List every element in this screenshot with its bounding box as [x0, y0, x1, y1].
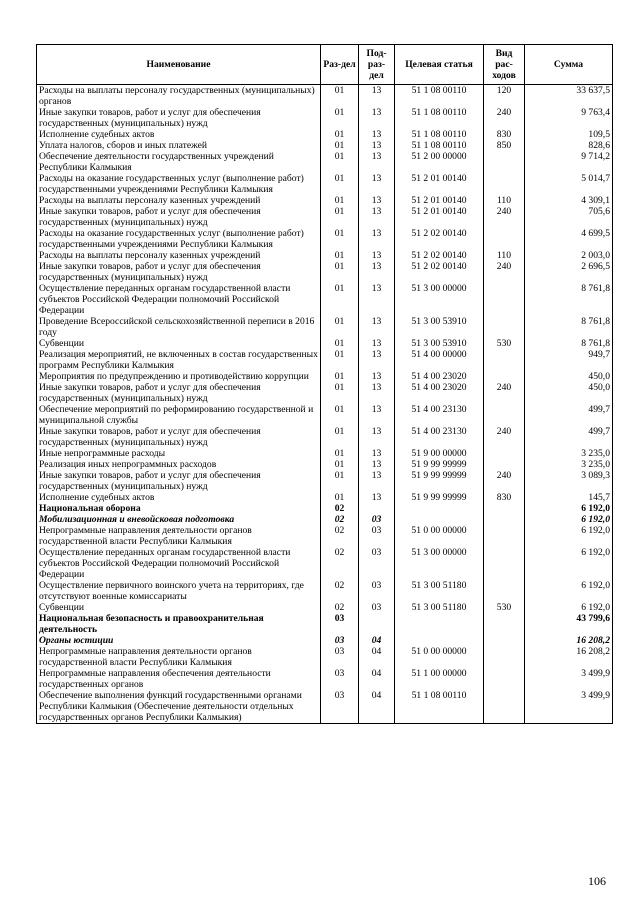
cell-razdel: 01 — [321, 349, 359, 371]
cell-sum: 109,5 — [525, 129, 613, 140]
cell-razdel: 01 — [321, 371, 359, 382]
table-row — [37, 382, 613, 404]
cell-expense-type — [484, 404, 525, 426]
cell-name: Национальная безопасность и правоохранительная деятельность — [37, 613, 321, 635]
cell-expense-type: 240 — [484, 206, 525, 228]
header-sum: Сумма — [525, 45, 613, 85]
cell-target-article: 51 4 00 23020 — [395, 382, 484, 404]
cell-name: Непрограммные направления деятельности органов государственной власти Республики Калмыкия — [37, 525, 321, 547]
cell-sum: 43 799,6 — [525, 613, 613, 635]
cell-expense-type — [484, 580, 525, 602]
cell-sum: 4 309,1 — [525, 195, 613, 206]
cell-target-article: 51 2 01 00140 — [395, 173, 484, 195]
cell-sum: 4 699,5 — [525, 228, 613, 250]
cell-sum: 2 003,0 — [525, 250, 613, 261]
cell-razdel: 01 — [321, 206, 359, 228]
cell-target-article: 51 1 00 00000 — [395, 668, 484, 690]
cell-razdel: 01 — [321, 85, 359, 108]
cell-razdel: 02 — [321, 602, 359, 613]
cell-sum: 8 761,8 — [525, 283, 613, 316]
cell-target-article: 51 2 00 00000 — [395, 151, 484, 173]
cell-podrazdel — [359, 503, 395, 514]
table-row — [37, 470, 613, 492]
cell-name: Мероприятия по предупреждению и противодействию коррупции — [37, 371, 321, 382]
cell-podrazdel: 13 — [359, 228, 395, 250]
cell-name: Обеспечение мероприятий по реформированию государственной и муниципальной службы — [37, 404, 321, 426]
cell-razdel: 01 — [321, 448, 359, 459]
cell-expense-type: 240 — [484, 382, 525, 404]
cell-expense-type: 240 — [484, 470, 525, 492]
table-row — [37, 283, 613, 316]
cell-name: Субвенции — [37, 602, 321, 613]
cell-expense-type — [484, 635, 525, 646]
cell-razdel: 03 — [321, 668, 359, 690]
cell-name: Расходы на выплаты персоналу казенных учреждений — [37, 195, 321, 206]
table-row — [37, 151, 613, 173]
cell-razdel: 02 — [321, 514, 359, 525]
cell-podrazdel — [359, 613, 395, 635]
cell-sum: 5 014,7 — [525, 173, 613, 195]
header-target-article: Целевая статья — [395, 45, 484, 85]
cell-target-article: 51 1 08 00110 — [395, 129, 484, 140]
cell-target-article: 51 3 00 51180 — [395, 580, 484, 602]
cell-sum: 499,7 — [525, 426, 613, 448]
cell-sum: 6 192,0 — [525, 503, 613, 514]
cell-razdel: 01 — [321, 129, 359, 140]
cell-podrazdel: 03 — [359, 602, 395, 613]
cell-expense-type — [484, 459, 525, 470]
cell-podrazdel: 13 — [359, 129, 395, 140]
cell-target-article: 51 4 00 23130 — [395, 404, 484, 426]
cell-target-article: 51 0 00 00000 — [395, 646, 484, 668]
table-row — [37, 635, 613, 646]
cell-expense-type — [484, 173, 525, 195]
cell-name: Проведение Всероссийской сельскохозяйственной переписи в 2016 году — [37, 316, 321, 338]
cell-name: Непрограммные направления обеспечения деятельности государственных органов — [37, 668, 321, 690]
cell-name: Обеспечение выполнения функций государственными органами Республики Калмыкия (Обеспечение деятельности отдельных государственных органов Республики Калмыкия) — [37, 690, 321, 724]
cell-expense-type: 530 — [484, 602, 525, 613]
cell-razdel: 01 — [321, 316, 359, 338]
cell-expense-type: 120 — [484, 85, 525, 108]
cell-podrazdel: 13 — [359, 261, 395, 283]
table-header-row — [37, 45, 613, 85]
cell-name: Органы юстиции — [37, 635, 321, 646]
cell-razdel: 01 — [321, 195, 359, 206]
cell-razdel: 01 — [321, 470, 359, 492]
cell-podrazdel: 03 — [359, 580, 395, 602]
cell-podrazdel: 13 — [359, 492, 395, 503]
table-row — [37, 85, 613, 108]
cell-name: Осуществление переданных органам государственной власти субъектов Российской Федерации полномочий Российской Федерации — [37, 547, 321, 580]
cell-podrazdel: 13 — [359, 173, 395, 195]
cell-target-article: 51 9 99 99999 — [395, 459, 484, 470]
cell-sum: 6 192,0 — [525, 580, 613, 602]
cell-sum: 2 696,5 — [525, 261, 613, 283]
cell-expense-type — [484, 151, 525, 173]
header-podrazdel: Под-раз-дел — [359, 45, 395, 85]
header-expense-type: Вид рас-ходов — [484, 45, 525, 85]
cell-sum: 16 208,2 — [525, 646, 613, 668]
budget-table — [36, 44, 613, 724]
table-row — [37, 129, 613, 140]
cell-expense-type — [484, 283, 525, 316]
cell-podrazdel: 13 — [359, 283, 395, 316]
cell-name: Реализация иных непрограммных расходов — [37, 459, 321, 470]
cell-target-article: 51 2 02 00140 — [395, 261, 484, 283]
table-row — [37, 547, 613, 580]
table-row — [37, 250, 613, 261]
cell-podrazdel: 13 — [359, 151, 395, 173]
cell-target-article — [395, 514, 484, 525]
cell-expense-type: 240 — [484, 107, 525, 129]
table-row — [37, 140, 613, 151]
cell-sum: 499,7 — [525, 404, 613, 426]
cell-sum: 3 089,3 — [525, 470, 613, 492]
cell-sum: 8 761,8 — [525, 316, 613, 338]
cell-podrazdel: 13 — [359, 338, 395, 349]
cell-razdel: 01 — [321, 338, 359, 349]
cell-sum: 9 763,4 — [525, 107, 613, 129]
cell-podrazdel: 04 — [359, 646, 395, 668]
cell-expense-type — [484, 668, 525, 690]
table-row — [37, 316, 613, 338]
cell-expense-type: 830 — [484, 129, 525, 140]
cell-name: Иные закупки товаров, работ и услуг для обеспечения государственных (муниципальных) нужд — [37, 470, 321, 492]
cell-expense-type — [484, 525, 525, 547]
cell-sum: 145,7 — [525, 492, 613, 503]
cell-target-article: 51 4 00 00000 — [395, 349, 484, 371]
cell-expense-type: 110 — [484, 195, 525, 206]
cell-razdel: 03 — [321, 613, 359, 635]
cell-name: Расходы на выплаты персоналу казенных учреждений — [37, 250, 321, 261]
cell-razdel: 01 — [321, 382, 359, 404]
cell-expense-type — [484, 371, 525, 382]
table-row — [37, 646, 613, 668]
cell-razdel: 01 — [321, 228, 359, 250]
table-row — [37, 514, 613, 525]
cell-podrazdel: 03 — [359, 514, 395, 525]
cell-razdel: 01 — [321, 261, 359, 283]
header-name: Наименование — [37, 45, 321, 85]
cell-podrazdel: 13 — [359, 349, 395, 371]
cell-target-article: 51 1 08 00110 — [395, 690, 484, 724]
cell-expense-type — [484, 690, 525, 724]
cell-razdel: 02 — [321, 580, 359, 602]
cell-target-article: 51 2 01 00140 — [395, 206, 484, 228]
cell-sum: 9 714,2 — [525, 151, 613, 173]
cell-podrazdel: 13 — [359, 382, 395, 404]
cell-target-article: 51 4 00 23130 — [395, 426, 484, 448]
table-row — [37, 195, 613, 206]
cell-target-article: 51 9 99 99999 — [395, 492, 484, 503]
cell-expense-type — [484, 349, 525, 371]
cell-target-article: 51 9 99 99999 — [395, 470, 484, 492]
cell-name: Иные закупки товаров, работ и услуг для обеспечения государственных (муниципальных) нужд — [37, 261, 321, 283]
cell-podrazdel: 04 — [359, 690, 395, 724]
cell-name: Мобилизационная и вневойсковая подготовка — [37, 514, 321, 525]
cell-target-article: 51 1 08 00110 — [395, 107, 484, 129]
table-row — [37, 206, 613, 228]
cell-podrazdel: 13 — [359, 140, 395, 151]
table-row — [37, 371, 613, 382]
cell-razdel: 02 — [321, 503, 359, 514]
cell-podrazdel: 13 — [359, 195, 395, 206]
table-row — [37, 404, 613, 426]
cell-name: Исполнение судебных актов — [37, 129, 321, 140]
cell-sum: 949,7 — [525, 349, 613, 371]
cell-expense-type — [484, 646, 525, 668]
table-row — [37, 448, 613, 459]
table-row — [37, 426, 613, 448]
cell-expense-type: 110 — [484, 250, 525, 261]
cell-podrazdel: 13 — [359, 371, 395, 382]
cell-razdel: 01 — [321, 283, 359, 316]
cell-target-article: 51 2 02 00140 — [395, 228, 484, 250]
cell-podrazdel: 13 — [359, 206, 395, 228]
cell-sum: 33 637,5 — [525, 85, 613, 108]
cell-name: Осуществление переданных органам государственной власти субъектов Российской Федерации полномочий Российской Федерации — [37, 283, 321, 316]
cell-name: Осуществление первичного воинского учета на территориях, где отсутствуют военные комиссариаты — [37, 580, 321, 602]
document-page — [36, 44, 612, 724]
table-row — [37, 613, 613, 635]
cell-name: Исполнение судебных актов — [37, 492, 321, 503]
cell-target-article: 51 2 01 00140 — [395, 195, 484, 206]
cell-name: Расходы на оказание государственных услуг (выполнение работ) государственными учреждениями Республики Калмыкия — [37, 228, 321, 250]
table-row — [37, 690, 613, 724]
cell-podrazdel: 13 — [359, 85, 395, 108]
cell-expense-type: 240 — [484, 426, 525, 448]
cell-target-article: 51 2 02 00140 — [395, 250, 484, 261]
cell-target-article: 51 9 00 00000 — [395, 448, 484, 459]
cell-podrazdel: 03 — [359, 525, 395, 547]
cell-podrazdel: 13 — [359, 426, 395, 448]
cell-name: Уплата налогов, сборов и иных платежей — [37, 140, 321, 151]
cell-name: Иные закупки товаров, работ и услуг для обеспечения государственных (муниципальных) нужд — [37, 206, 321, 228]
cell-podrazdel: 13 — [359, 107, 395, 129]
cell-sum: 828,6 — [525, 140, 613, 151]
cell-razdel: 03 — [321, 646, 359, 668]
cell-target-article: 51 0 00 00000 — [395, 525, 484, 547]
cell-sum: 16 208,2 — [525, 635, 613, 646]
cell-target-article — [395, 635, 484, 646]
cell-sum: 6 192,0 — [525, 547, 613, 580]
cell-podrazdel: 13 — [359, 316, 395, 338]
cell-podrazdel: 13 — [359, 448, 395, 459]
cell-razdel: 01 — [321, 492, 359, 503]
cell-target-article: 51 3 00 00000 — [395, 283, 484, 316]
cell-expense-type — [484, 514, 525, 525]
cell-razdel: 01 — [321, 404, 359, 426]
cell-expense-type: 240 — [484, 261, 525, 283]
cell-target-article: 51 1 08 00110 — [395, 140, 484, 151]
cell-podrazdel: 13 — [359, 404, 395, 426]
table-row — [37, 525, 613, 547]
cell-expense-type — [484, 503, 525, 514]
cell-expense-type: 830 — [484, 492, 525, 503]
cell-sum: 3 499,9 — [525, 690, 613, 724]
cell-name: Расходы на оказание государственных услуг (выполнение работ) государственными учреждениями Республики Калмыкия — [37, 173, 321, 195]
cell-sum: 3 235,0 — [525, 448, 613, 459]
cell-expense-type — [484, 316, 525, 338]
cell-sum: 6 192,0 — [525, 514, 613, 525]
cell-target-article — [395, 613, 484, 635]
cell-sum: 705,6 — [525, 206, 613, 228]
cell-name: Обеспечение деятельности государственных учреждений Республики Калмыкия — [37, 151, 321, 173]
cell-razdel: 01 — [321, 140, 359, 151]
cell-target-article: 51 1 08 00110 — [395, 85, 484, 108]
cell-expense-type — [484, 613, 525, 635]
cell-name: Иные непрограммные расходы — [37, 448, 321, 459]
page-number: 106 — [588, 874, 606, 888]
cell-sum: 3 235,0 — [525, 459, 613, 470]
cell-razdel: 01 — [321, 151, 359, 173]
table-row — [37, 338, 613, 349]
cell-razdel: 03 — [321, 635, 359, 646]
cell-podrazdel: 13 — [359, 470, 395, 492]
header-razdel: Раз-дел — [321, 45, 359, 85]
cell-razdel: 01 — [321, 107, 359, 129]
cell-razdel: 01 — [321, 426, 359, 448]
cell-podrazdel: 04 — [359, 668, 395, 690]
cell-razdel: 02 — [321, 525, 359, 547]
cell-podrazdel: 03 — [359, 547, 395, 580]
table-row — [37, 349, 613, 371]
table-row — [37, 107, 613, 129]
cell-name: Национальная оборона — [37, 503, 321, 514]
cell-sum: 8 761,8 — [525, 338, 613, 349]
cell-expense-type: 530 — [484, 338, 525, 349]
cell-name: Реализация мероприятий, не включенных в состав государственных программ Республики Калмыкия — [37, 349, 321, 371]
cell-razdel: 03 — [321, 690, 359, 724]
table-row — [37, 503, 613, 514]
cell-podrazdel: 04 — [359, 635, 395, 646]
table-row — [37, 668, 613, 690]
cell-expense-type — [484, 547, 525, 580]
table-row — [37, 228, 613, 250]
cell-razdel: 02 — [321, 547, 359, 580]
table-row — [37, 492, 613, 503]
table-row — [37, 580, 613, 602]
cell-podrazdel: 13 — [359, 459, 395, 470]
cell-expense-type — [484, 228, 525, 250]
cell-target-article — [395, 503, 484, 514]
cell-sum: 3 499,9 — [525, 668, 613, 690]
cell-razdel: 01 — [321, 250, 359, 261]
table-row — [37, 173, 613, 195]
cell-target-article: 51 3 00 53910 — [395, 316, 484, 338]
cell-name: Иные закупки товаров, работ и услуг для обеспечения государственных (муниципальных) нужд — [37, 426, 321, 448]
cell-expense-type: 850 — [484, 140, 525, 151]
cell-podrazdel: 13 — [359, 250, 395, 261]
cell-razdel: 01 — [321, 459, 359, 470]
table-row — [37, 459, 613, 470]
cell-target-article: 51 3 00 00000 — [395, 547, 484, 580]
cell-target-article: 51 4 00 23020 — [395, 371, 484, 382]
cell-target-article: 51 3 00 51180 — [395, 602, 484, 613]
cell-name: Иные закупки товаров, работ и услуг для обеспечения государственных (муниципальных) нужд — [37, 382, 321, 404]
cell-target-article: 51 3 00 53910 — [395, 338, 484, 349]
table-row — [37, 261, 613, 283]
cell-name: Иные закупки товаров, работ и услуг для обеспечения государственных (муниципальных) нужд — [37, 107, 321, 129]
cell-name: Непрограммные направления деятельности органов государственной власти Республики Калмыкия — [37, 646, 321, 668]
cell-name: Субвенции — [37, 338, 321, 349]
table-body — [37, 85, 613, 724]
cell-sum: 450,0 — [525, 382, 613, 404]
cell-expense-type — [484, 448, 525, 459]
cell-sum: 450,0 — [525, 371, 613, 382]
cell-razdel: 01 — [321, 173, 359, 195]
cell-sum: 6 192,0 — [525, 602, 613, 613]
cell-sum: 6 192,0 — [525, 525, 613, 547]
cell-name: Расходы на выплаты персоналу государственных (муниципальных) органов — [37, 85, 321, 108]
table-row — [37, 602, 613, 613]
